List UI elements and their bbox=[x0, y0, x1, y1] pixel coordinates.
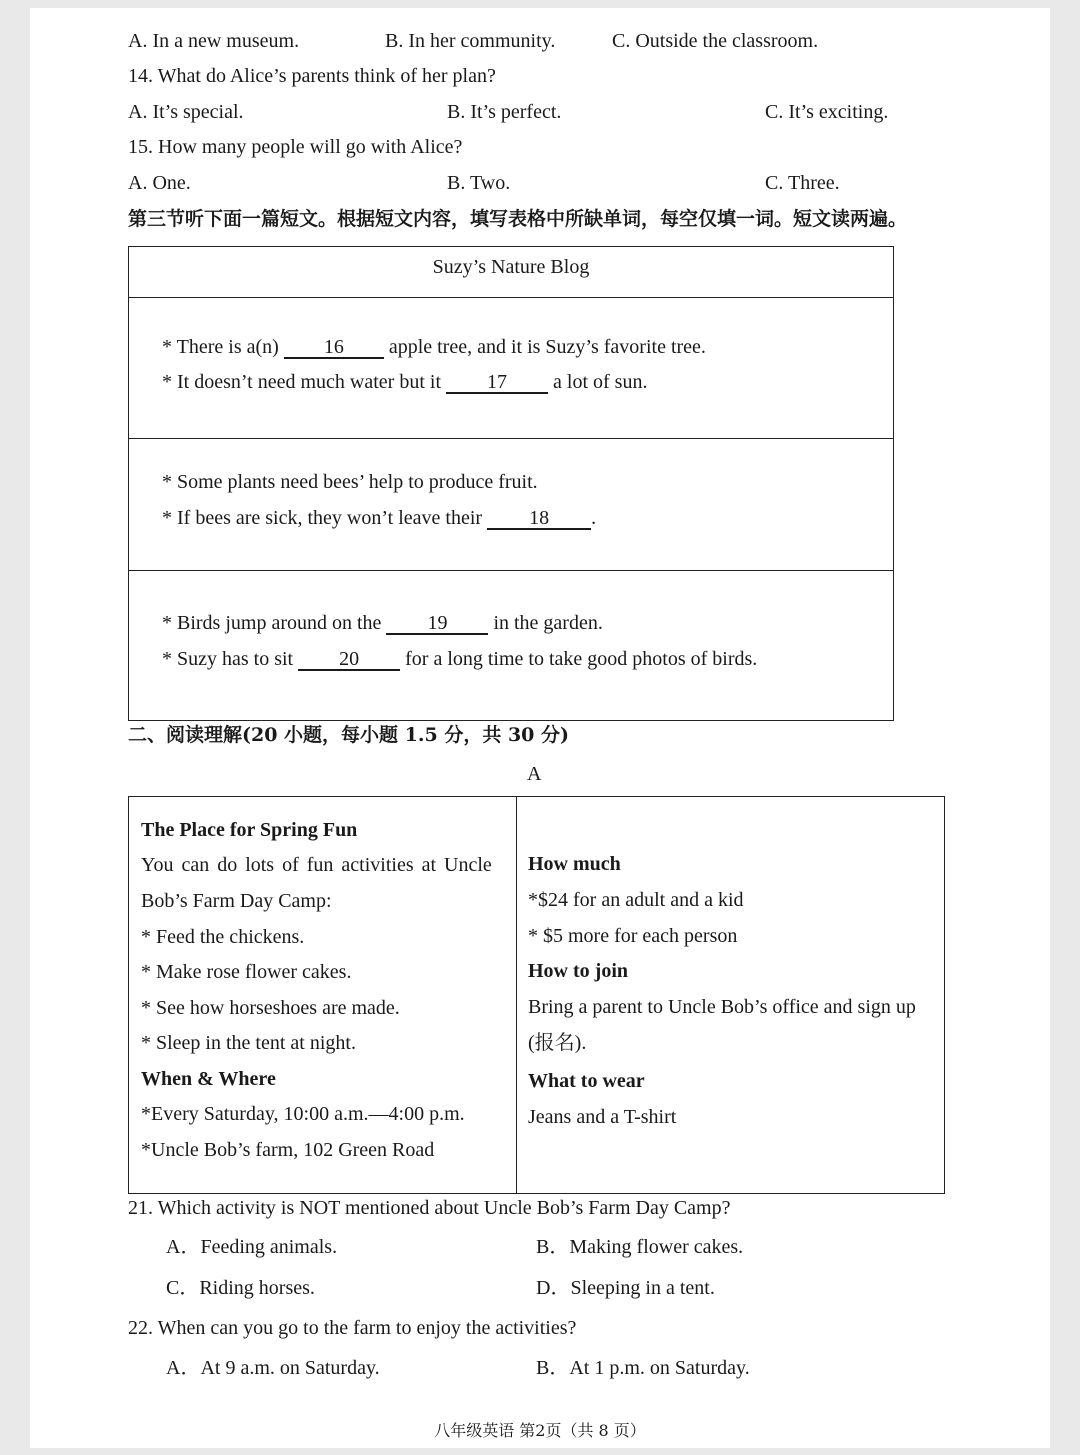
ad-intro-line1: You can do lots of fun activities at Uncle bbox=[141, 854, 492, 876]
ad-wear-1: Jeans and a T-shirt bbox=[528, 1106, 677, 1128]
blank-16: 16 bbox=[284, 337, 384, 359]
ad-item: * Make rose flower cakes. bbox=[141, 961, 352, 983]
q14-stem: 14. What do Alice’s parents think of her plan? bbox=[128, 65, 496, 87]
ad-intro-line2: Bob’s Farm Day Camp: bbox=[141, 890, 332, 912]
blog-title: Suzy’s Nature Blog bbox=[432, 256, 590, 278]
q21-option-b: B．Making flower cakes. bbox=[536, 1236, 744, 1258]
q15-option-a: A. One. bbox=[128, 172, 191, 194]
q14-option-a: A. It’s special. bbox=[128, 101, 244, 123]
ad-join-2: (报名). bbox=[528, 1032, 587, 1054]
q13-option-c: C. Outside the classroom. bbox=[612, 30, 819, 52]
blank-20: 20 bbox=[298, 649, 400, 671]
q22-option-a: A．At 9 a.m. on Saturday. bbox=[166, 1357, 380, 1379]
section3-instruction: 第三节听下面一篇短文。根据短文内容，填写表格中所缺单词，每空仅填一词。短文读两遍。 bbox=[128, 208, 908, 230]
divider bbox=[128, 570, 894, 571]
ad-when-time: *Every Saturday, 10:00 a.m.—4:00 p.m. bbox=[141, 1103, 465, 1125]
ad-price-2: * $5 more for each person bbox=[528, 925, 738, 947]
q21-stem: 21. Which activity is NOT mentioned about Uncle Bob’s Farm Day Camp? bbox=[128, 1197, 731, 1219]
blog-line-19: * Birds jump around on the 19 in the garden. bbox=[162, 612, 603, 634]
q22-option-b: B．At 1 p.m. on Saturday. bbox=[536, 1357, 750, 1379]
blog-line-16: * There is a(n) 16 apple tree, and it is Suzy’s favorite tree. bbox=[162, 336, 706, 358]
ad-title: The Place for Spring Fun bbox=[141, 819, 358, 841]
divider bbox=[128, 438, 894, 439]
ad-price-title: How much bbox=[528, 853, 621, 875]
ad-join-1: Bring a parent to Uncle Bob’s office and sign up bbox=[528, 996, 916, 1018]
blog-line-18: * If bees are sick, they won’t leave their 18 . bbox=[162, 507, 597, 529]
ad-when-place: *Uncle Bob’s farm, 102 Green Road bbox=[141, 1139, 435, 1161]
blank-19: 19 bbox=[386, 613, 488, 635]
ad-price-1: *$24 for an adult and a kid bbox=[528, 889, 744, 911]
blog-line-bees: * Some plants need bees’ help to produce fruit. bbox=[162, 471, 538, 493]
divider bbox=[516, 796, 517, 1194]
reading-heading: 二、阅读理解(20 小题，每小题 1.5 分，共 30 分) bbox=[128, 724, 569, 746]
q14-option-c: C. It’s exciting. bbox=[765, 101, 889, 123]
blank-17: 17 bbox=[446, 372, 548, 394]
ad-when-title: When & Where bbox=[141, 1068, 276, 1090]
q14-option-b: B. It’s perfect. bbox=[447, 101, 562, 123]
q15-option-c: C. Three. bbox=[765, 172, 840, 194]
q21-option-a: A．Feeding animals. bbox=[166, 1236, 338, 1258]
q15-stem: 15. How many people will go with Alice? bbox=[128, 136, 463, 158]
ad-wear-title: What to wear bbox=[528, 1070, 645, 1092]
divider bbox=[128, 297, 894, 298]
blog-line-17: * It doesn’t need much water but it 17 a lot of sun. bbox=[162, 371, 648, 393]
q21-option-d: D．Sleeping in a tent. bbox=[536, 1277, 715, 1299]
ad-item: * Sleep in the tent at night. bbox=[141, 1032, 356, 1054]
passage-label: A bbox=[527, 763, 542, 785]
q13-option-b: B. In her community. bbox=[385, 30, 556, 52]
q15-option-b: B. Two. bbox=[447, 172, 511, 194]
q21-option-c: C．Riding horses. bbox=[166, 1277, 315, 1299]
ad-item: * Feed the chickens. bbox=[141, 926, 305, 948]
ad-item: * See how horseshoes are made. bbox=[141, 997, 400, 1019]
q13-option-a: A. In a new museum. bbox=[128, 30, 300, 52]
blank-18: 18 bbox=[487, 508, 591, 530]
ad-join-title: How to join bbox=[528, 960, 628, 982]
blog-line-20: * Suzy has to sit 20 for a long time to take good photos of birds. bbox=[162, 648, 758, 670]
q22-stem: 22. When can you go to the farm to enjoy the activities? bbox=[128, 1317, 577, 1339]
page-footer: 八年级英语 第2页（共 8 页） bbox=[434, 1421, 646, 1440]
